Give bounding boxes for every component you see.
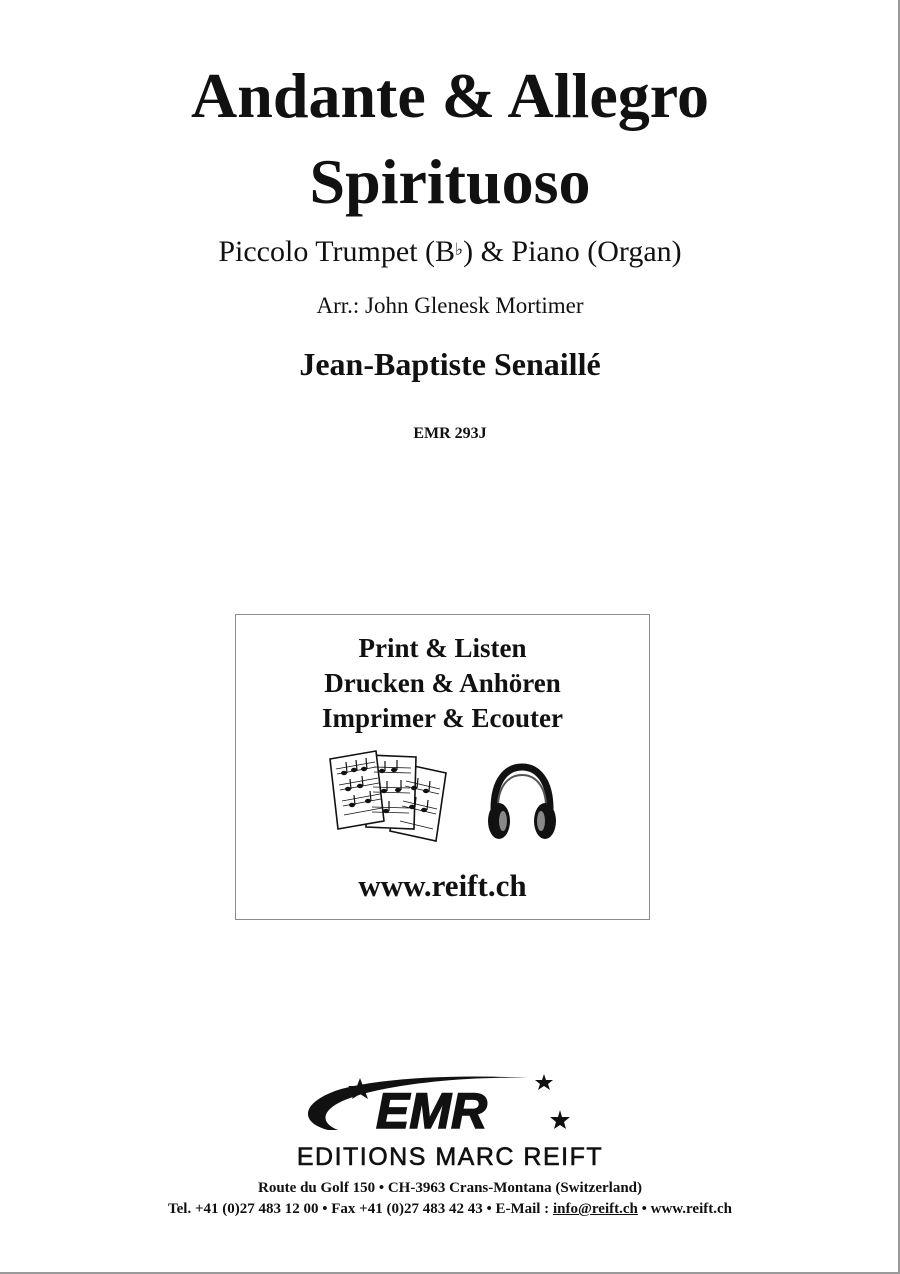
arranger: Arr.: John Glenesk Mortimer (316, 293, 584, 318)
contact-website: • www.reift.ch (637, 1201, 732, 1217)
title-line-2: Spirituoso (309, 146, 591, 217)
title-line-1: Andante & Allegro (191, 60, 709, 131)
emr-logo (298, 1072, 583, 1138)
publisher-contact (0, 1199, 900, 1219)
catalog-code: EMR 293J (413, 425, 487, 442)
headphones-icon (486, 763, 558, 843)
publisher-name-text: EDITIONS MARC REIFT (296, 1143, 604, 1170)
email-link[interactable]: info@reift.ch (552, 1201, 638, 1217)
publisher-name (0, 1140, 900, 1170)
publisher-address: Route du Golf 150 • CH-3963 Crans-Montana (Switzerland) (258, 1180, 642, 1196)
promo-line-english: Print & Listen (358, 633, 527, 663)
contact-phone-fax: Tel. +41 (0)27 483 12 00 • Fax +41 (0)27 483 42 43 • E-Mail : (168, 1201, 553, 1217)
promo-line-german: Drucken & Anhören (324, 668, 561, 698)
instrumentation-before: Piccolo Trumpet (B (218, 235, 456, 268)
promo-line-french: Imprimer & Ecouter (322, 703, 563, 733)
instrumentation-after: ) & Piano (Organ) (463, 235, 682, 268)
logo-text: EMR (376, 1083, 488, 1138)
flat-sign: ♭ (455, 240, 464, 259)
print-listen-box (235, 614, 650, 920)
promo-url: www.reift.ch (358, 868, 527, 903)
composer: Jean-Baptiste Senaillé (299, 346, 601, 382)
instrumentation (0, 232, 900, 272)
sheet-music-icon (326, 749, 456, 845)
